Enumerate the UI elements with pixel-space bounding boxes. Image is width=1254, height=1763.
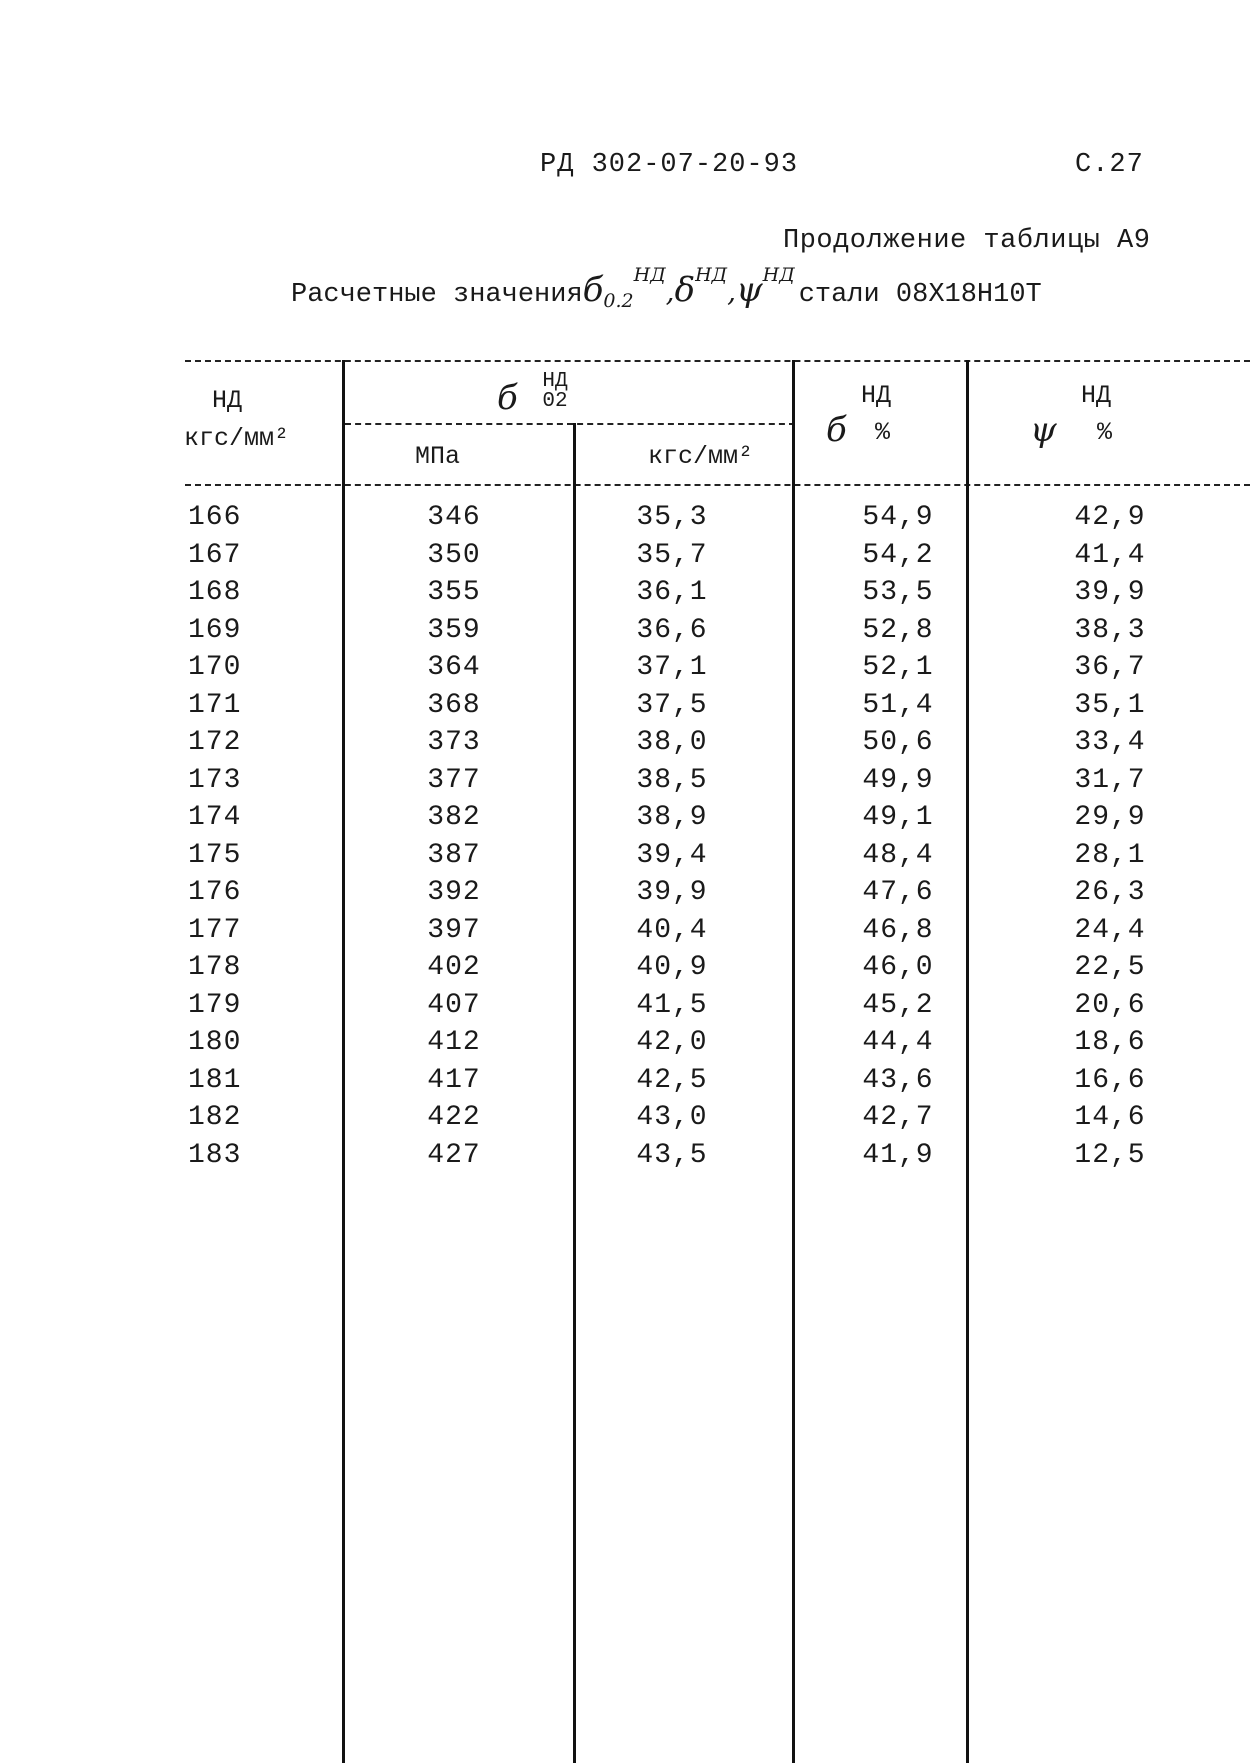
- col-nd-label: НД: [212, 386, 243, 415]
- cell-nd-value: 167: [188, 539, 242, 571]
- cell-nd-value: 178: [188, 952, 242, 983]
- col-nd-unit: кгс/мм²: [184, 424, 290, 453]
- cell-psi-value: 41,4: [1074, 539, 1146, 571]
- cell-sigma-kgf: 39,9: [636, 877, 708, 908]
- cell-sigma-kgf: 41,5: [636, 989, 708, 1021]
- col-sigma-subscript: 02: [542, 390, 568, 413]
- cell-sigma-kgf: 40,9: [636, 952, 708, 983]
- cell-delta-value: 53,5: [862, 577, 934, 608]
- delta-symbol: δ: [674, 270, 696, 310]
- delta-superscript: НД: [695, 264, 728, 286]
- cell-sigma-kgf: 42,5: [636, 1064, 708, 1096]
- cell-sigma-kgf: 42,0: [636, 1027, 708, 1058]
- caption-comma: ,: [727, 275, 736, 308]
- caption-prefix: Расчетные значения: [291, 280, 583, 310]
- cell-nd-value: 183: [188, 1139, 242, 1171]
- cell-sigma-kgf: 35,7: [636, 539, 708, 571]
- cell-sigma-mpa: 359: [427, 614, 481, 646]
- cell-nd-value: 181: [188, 1064, 242, 1096]
- cell-delta-value: 54,2: [862, 539, 934, 571]
- cell-delta-value: 44,4: [862, 1027, 934, 1058]
- cell-sigma-kgf: 37,5: [636, 689, 708, 721]
- cell-sigma-kgf: 43,5: [636, 1139, 708, 1171]
- cell-delta-value: 51,4: [862, 689, 934, 721]
- cell-delta-value: 50,6: [862, 727, 934, 758]
- col-psi-superscript: НД: [1081, 381, 1112, 410]
- cell-nd-value: 170: [188, 652, 242, 683]
- col-sigma-symbol: б: [497, 378, 518, 418]
- cell-nd-value: 174: [188, 802, 242, 833]
- col-delta-unit: %: [875, 418, 891, 447]
- table-continuation-label: Продолжение таблицы А9: [783, 226, 1151, 256]
- cell-sigma-mpa: 350: [427, 539, 481, 571]
- cell-psi-value: 39,9: [1074, 577, 1146, 608]
- cell-sigma-mpa: 387: [427, 839, 481, 871]
- cell-delta-value: 47,6: [862, 877, 934, 908]
- cell-sigma-mpa: 422: [427, 1102, 481, 1133]
- cell-sigma-mpa: 377: [427, 764, 481, 796]
- cell-psi-value: 24,4: [1074, 914, 1146, 946]
- document-code: РД 302-07-20-93: [540, 150, 799, 180]
- cell-sigma-mpa: 364: [427, 652, 481, 683]
- cell-delta-value: 48,4: [862, 839, 934, 871]
- col-delta-symbol: б: [826, 410, 847, 450]
- cell-delta-value: 42,7: [862, 1102, 934, 1133]
- cell-delta-value: 41,9: [862, 1139, 934, 1171]
- cell-sigma-mpa: 355: [427, 577, 481, 608]
- psi-symbol: ψ: [736, 270, 763, 310]
- page-number: С.27: [1075, 150, 1144, 180]
- cell-psi-value: 31,7: [1074, 764, 1146, 796]
- cell-sigma-mpa: 382: [427, 802, 481, 833]
- cell-psi-value: 22,5: [1074, 952, 1146, 983]
- cell-delta-value: 46,8: [862, 914, 934, 946]
- table-caption: [291, 264, 1042, 312]
- cell-sigma-kgf: 38,5: [636, 764, 708, 796]
- cell-sigma-mpa: 346: [427, 502, 481, 533]
- cell-nd-value: 172: [188, 727, 242, 758]
- cell-sigma-kgf: 37,1: [636, 652, 708, 683]
- column-divider: [792, 360, 795, 1763]
- cell-delta-value: 45,2: [862, 989, 934, 1021]
- cell-delta-value: 46,0: [862, 952, 934, 983]
- cell-sigma-mpa: 427: [427, 1139, 481, 1171]
- cell-sigma-mpa: 392: [427, 877, 481, 908]
- cell-nd-value: 173: [188, 764, 242, 796]
- cell-delta-value: 52,8: [862, 614, 934, 646]
- cell-sigma-kgf: 43,0: [636, 1102, 708, 1133]
- cell-delta-value: 49,9: [862, 764, 934, 796]
- cell-psi-value: 33,4: [1074, 727, 1146, 758]
- cell-nd-value: 179: [188, 989, 242, 1021]
- cell-psi-value: 38,3: [1074, 614, 1146, 646]
- cell-psi-value: 35,1: [1074, 689, 1146, 721]
- caption-comma: ,: [665, 275, 675, 308]
- cell-delta-value: 54,9: [862, 502, 934, 533]
- cell-nd-value: 176: [188, 877, 242, 908]
- sigma-subheader-rule: [345, 423, 795, 425]
- sigma-symbol: б: [582, 270, 604, 310]
- steel-grade: стали 08Х18Н10Т: [798, 280, 1042, 310]
- cell-sigma-mpa: 373: [427, 727, 481, 758]
- cell-delta-value: 52,1: [862, 652, 934, 683]
- cell-psi-value: 26,3: [1074, 877, 1146, 908]
- cell-nd-value: 175: [188, 839, 242, 871]
- cell-psi-value: 42,9: [1074, 502, 1146, 533]
- cell-psi-value: 20,6: [1074, 989, 1146, 1021]
- column-divider: [342, 360, 345, 1763]
- sigma-subscript: 0.2: [603, 290, 634, 312]
- psi-superscript: НД: [762, 264, 795, 286]
- cell-psi-value: 36,7: [1074, 652, 1146, 683]
- cell-sigma-kgf: 36,6: [636, 614, 708, 646]
- col-psi-unit: %: [1097, 418, 1113, 447]
- cell-nd-value: 168: [188, 577, 242, 608]
- cell-nd-value: 171: [188, 689, 242, 721]
- col-sigma-superscript: НД: [542, 370, 568, 393]
- cell-sigma-kgf: 35,3: [636, 502, 708, 533]
- cell-sigma-mpa: 417: [427, 1064, 481, 1096]
- cell-sigma-kgf: 40,4: [636, 914, 708, 946]
- sigma-superscript: НД: [633, 264, 666, 286]
- cell-nd-value: 166: [188, 502, 242, 533]
- cell-sigma-mpa: 407: [427, 989, 481, 1021]
- cell-delta-value: 49,1: [862, 802, 934, 833]
- cell-delta-value: 43,6: [862, 1064, 934, 1096]
- cell-sigma-kgf: 39,4: [636, 839, 708, 871]
- cell-nd-value: 182: [188, 1102, 242, 1133]
- cell-sigma-mpa: 412: [427, 1027, 481, 1058]
- cell-sigma-kgf: 36,1: [636, 577, 708, 608]
- column-divider: [966, 360, 969, 1763]
- cell-psi-value: 28,1: [1074, 839, 1146, 871]
- cell-psi-value: 16,6: [1074, 1064, 1146, 1096]
- cell-sigma-kgf: 38,0: [636, 727, 708, 758]
- cell-nd-value: 169: [188, 614, 242, 646]
- cell-nd-value: 180: [188, 1027, 242, 1058]
- cell-psi-value: 12,5: [1074, 1139, 1146, 1171]
- col-sigma-mpa: МПа: [415, 442, 461, 471]
- cell-sigma-mpa: 402: [427, 952, 481, 983]
- col-psi-symbol: ψ: [1030, 410, 1057, 450]
- cell-nd-value: 177: [188, 914, 242, 946]
- cell-sigma-mpa: 368: [427, 689, 481, 721]
- cell-sigma-kgf: 38,9: [636, 802, 708, 833]
- col-sigma-kgf: кгс/мм²: [648, 442, 754, 471]
- column-divider: [573, 423, 576, 1763]
- cell-psi-value: 14,6: [1074, 1102, 1146, 1133]
- cell-psi-value: 29,9: [1074, 802, 1146, 833]
- cell-psi-value: 18,6: [1074, 1027, 1146, 1058]
- cell-sigma-mpa: 397: [427, 914, 481, 946]
- col-delta-superscript: НД: [861, 381, 892, 410]
